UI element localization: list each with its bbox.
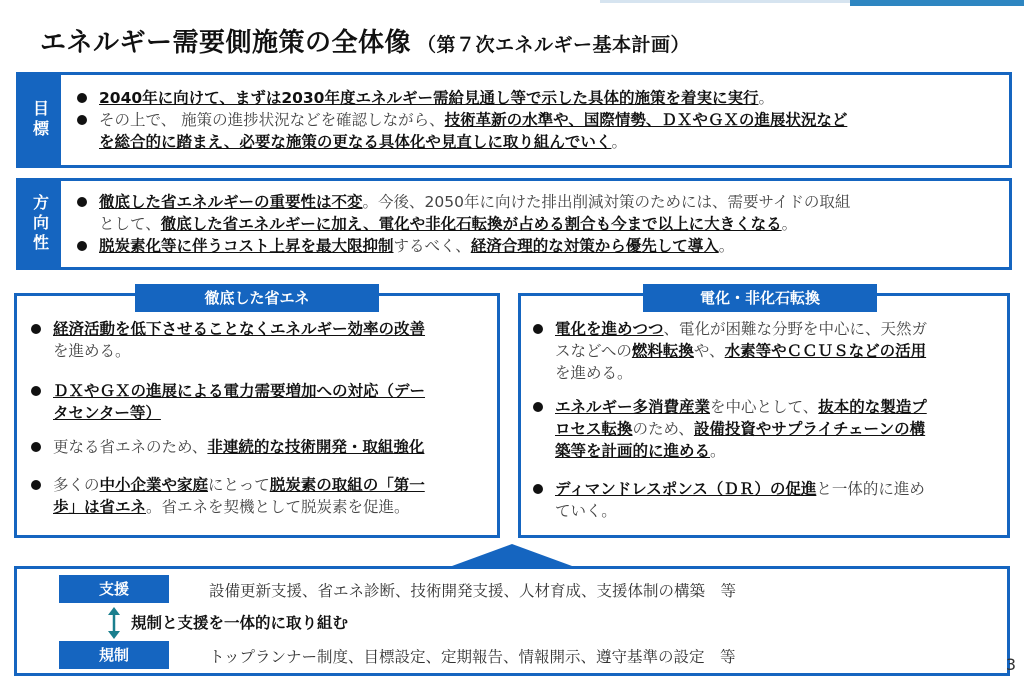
energy-saving-item-3: 更なる省エネのため、非連続的な技術開発・取組強化 xyxy=(31,436,513,458)
direction-bullet-1-cont: として、徹底した省エネルギーに加え、電化や非化石転換が占める割合も今まで以上に大きくなる。 xyxy=(99,215,798,233)
goal-body xyxy=(77,75,1001,165)
regulation-text: トップランナー制度、目標設定、定期報告、情報開示、遵守基準の設定 等 xyxy=(209,648,736,666)
bullet-dot-icon xyxy=(77,241,87,251)
bullet-dot-icon xyxy=(31,480,41,490)
energy-saving-box xyxy=(14,289,500,538)
goal-bullet-1: 2040年に向けて、まずは2030年度エネルギー需給見通し等で示した具体的施策を着実に実行。 xyxy=(77,87,1001,109)
link-text: 規制と支援を一体的に取り組む xyxy=(131,614,349,632)
goal-label: 目標 xyxy=(19,75,61,165)
double-arrow-icon xyxy=(107,607,121,639)
page-title xyxy=(40,22,690,59)
direction-bullet-2: 脱炭素化等に伴うコスト上昇を最大限抑制するべく、経済合理的な対策から優先して導入。 xyxy=(77,235,1001,257)
electrification-item-3: ディマンドレスポンス（ＤＲ）の促進と一体的に進め ていく。 xyxy=(533,478,1021,522)
page-title-sub: （第７次エネルギー基本計画） xyxy=(417,34,691,56)
bullet-dot-icon xyxy=(533,324,543,334)
direction-bullet-1: 徹底した省エネルギーの重要性は不変。今後、2050年に向けた排出削減対策のためには、需要サイドの取組 xyxy=(77,191,1001,213)
electrification-box xyxy=(518,289,1010,538)
support-tag: 支援 xyxy=(59,575,169,603)
bullet-dot-icon xyxy=(533,402,543,412)
energy-saving-item-4: 多くの中小企業や家庭にとって脱炭素の取組の「第一 歩」は省エネ。省エネを契機として脱炭素を促進。 xyxy=(31,474,513,518)
energy-saving-item-2: ＤＸやＧＸの進展による電力需要増加への対応（デー タセンター等） xyxy=(31,380,513,424)
energy-saving-item-1: 経済活動を低下させることなくエネルギー効率の改善 を進める。 xyxy=(31,318,513,362)
direction-label: 方向性 xyxy=(19,181,61,267)
goal-bullet-2: その上で、 施策の進捗状況などを確認しながら、技術革新の水準や、国際情勢、ＤＸやＧＸの進展状況など xyxy=(77,109,1001,131)
electrification-item-1: 電化を進めつつ、電化が困難な分野を中心に、天然ガ スなどへの燃料転換や、水素等やＣＣＵＳなどの活用 を進める。 xyxy=(533,318,1021,384)
goal-bullet-2-cont: を総合的に踏まえ、必要な施策の更なる具体化や見直しに取り組んでいく。 xyxy=(99,133,627,151)
electrification-item-2: エネルギー多消費産業を中心として、抜本的な製造プ ロセス転換のため、設備投資やサプライチェーンの構 築等を計画的に進める。 xyxy=(533,396,1021,462)
bullet-dot-icon xyxy=(77,115,87,125)
page-number: 3 xyxy=(1005,655,1016,674)
goal-panel xyxy=(16,72,1012,168)
direction-body xyxy=(77,181,1001,267)
up-arrow-icon xyxy=(452,544,572,566)
page-title-main: エネルギー需要側施策の全体像 xyxy=(40,28,412,58)
energy-saving-header: 徹底した省エネ xyxy=(135,284,379,312)
header-accent-line-light xyxy=(600,0,850,3)
direction-panel xyxy=(16,178,1012,270)
regulation-tag: 規制 xyxy=(59,641,169,669)
bullet-dot-icon xyxy=(77,93,87,103)
bullet-dot-icon xyxy=(31,324,41,334)
bullet-dot-icon xyxy=(533,484,543,494)
header-accent-line xyxy=(850,0,1024,6)
bullet-dot-icon xyxy=(31,386,41,396)
electrification-header: 電化・非化石転換 xyxy=(643,284,877,312)
support-text: 設備更新支援、省エネ診断、技術開発支援、人材育成、支援体制の構築 等 xyxy=(209,582,737,600)
bullet-dot-icon xyxy=(77,197,87,207)
policy-tools-box xyxy=(14,566,1010,676)
bullet-dot-icon xyxy=(31,442,41,452)
